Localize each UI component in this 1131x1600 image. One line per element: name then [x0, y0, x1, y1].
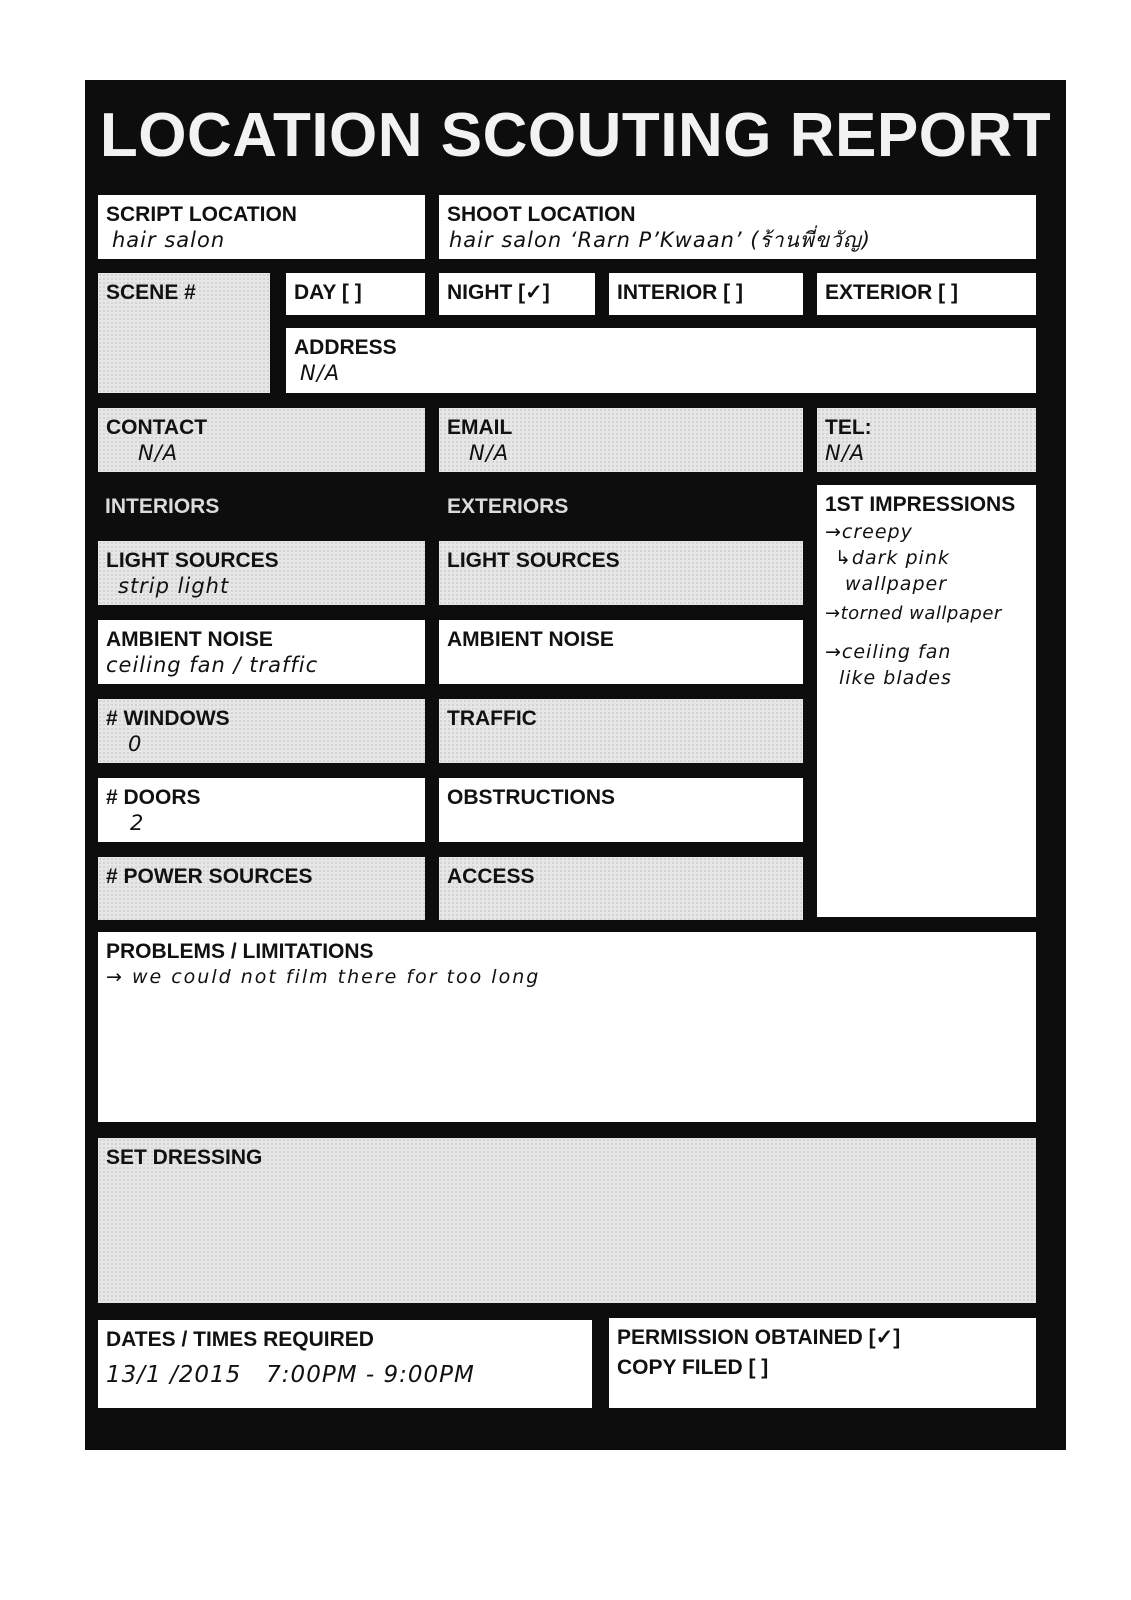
- address-label: ADDRESS: [294, 336, 397, 359]
- set-dressing-box: [98, 1138, 1036, 1303]
- script-location-value: hair salon: [112, 228, 226, 252]
- scene-number-box: [98, 273, 270, 393]
- dates-label: DATES / TIMES REQUIRED: [106, 1328, 374, 1351]
- interior-ambient-noise-box: [98, 620, 425, 684]
- email-label: EMAIL: [447, 416, 513, 439]
- first-impressions-label: 1ST IMPRESSIONS: [825, 493, 1016, 516]
- access-label: ACCESS: [447, 865, 535, 888]
- exterior-ambient-noise-label: AMBIENT NOISE: [447, 628, 614, 651]
- problems-value: → we could not film there for too long: [106, 966, 541, 988]
- windows-box: [98, 699, 425, 763]
- exterior-light-sources-box: [439, 541, 803, 605]
- impression-line: ↳dark pink: [835, 547, 950, 569]
- interior-light-sources-value: strip light: [118, 574, 230, 598]
- shoot-location-value: hair salon ‘Rarn P’Kwaan’ (ร้านพี่ขวัญ): [449, 228, 871, 252]
- day-checkbox-label: DAY [ ]: [294, 281, 362, 304]
- script-location-box: [98, 195, 425, 259]
- exterior-checkbox-label: EXTERIOR [ ]: [825, 281, 959, 304]
- tel-box: [817, 408, 1036, 472]
- address-box: [286, 328, 1036, 393]
- interior-box: [609, 273, 803, 315]
- exteriors-header: EXTERIORS: [447, 495, 569, 518]
- windows-value: 0: [128, 732, 143, 756]
- obstructions-box: [439, 778, 803, 842]
- doors-value: 2: [130, 811, 145, 835]
- first-impressions-notes: [825, 519, 1028, 691]
- contact-box: [98, 408, 425, 472]
- doors-box: [98, 778, 425, 842]
- power-sources-label: # POWER SOURCES: [106, 865, 313, 888]
- shoot-location-box: [439, 195, 1036, 259]
- permission-box: [609, 1318, 1036, 1408]
- interior-ambient-noise-value: ceiling fan / traffic: [106, 653, 319, 677]
- impression-line: →creepy: [825, 521, 913, 543]
- set-dressing-label: SET DRESSING: [106, 1146, 263, 1169]
- interior-checkbox-label: INTERIOR [ ]: [617, 281, 743, 304]
- contact-label: CONTACT: [106, 416, 208, 439]
- problems-box: [98, 932, 1036, 1122]
- exterior-box: [817, 273, 1036, 315]
- dates-value: 13/1 /2015 7:00PM - 9:00PM: [106, 1362, 475, 1388]
- address-value: N/A: [300, 361, 341, 385]
- copy-filed-label: COPY FILED [ ]: [617, 1356, 769, 1379]
- impression-line: →torned wallpaper: [825, 603, 1002, 624]
- impression-line: →ceiling fan: [825, 641, 952, 663]
- interior-ambient-noise-label: AMBIENT NOISE: [106, 628, 273, 651]
- interior-light-sources-label: LIGHT SOURCES: [106, 549, 279, 572]
- exterior-ambient-noise-box: [439, 620, 803, 684]
- tel-value: N/A: [825, 441, 866, 465]
- email-value: N/A: [469, 441, 510, 465]
- traffic-label: TRAFFIC: [447, 707, 537, 730]
- traffic-box: [439, 699, 803, 763]
- interior-light-sources-box: [98, 541, 425, 605]
- first-impressions-box: [817, 485, 1036, 917]
- report-title: LOCATION SCOUTING REPORT: [99, 100, 1052, 170]
- shoot-location-label: SHOOT LOCATION: [447, 203, 636, 226]
- problems-label: PROBLEMS / LIMITATIONS: [106, 940, 374, 963]
- report-sheet: [85, 80, 1066, 1450]
- scene-number-label: SCENE #: [106, 281, 196, 304]
- interiors-header: INTERIORS: [105, 495, 220, 518]
- doors-label: # DOORS: [106, 786, 201, 809]
- impression-line: wallpaper: [845, 573, 948, 595]
- email-box: [439, 408, 803, 472]
- day-box: [286, 273, 425, 315]
- impression-line: like blades: [839, 667, 952, 689]
- power-sources-box: [98, 857, 425, 920]
- permission-label: PERMISSION OBTAINED [✓]: [617, 1326, 901, 1349]
- night-box: [439, 273, 595, 315]
- obstructions-label: OBSTRUCTIONS: [447, 786, 615, 809]
- exterior-light-sources-label: LIGHT SOURCES: [447, 549, 620, 572]
- night-checkbox-label: NIGHT [✓]: [447, 281, 550, 304]
- tel-label: TEL:: [825, 416, 872, 439]
- contact-value: N/A: [138, 441, 179, 465]
- access-box: [439, 857, 803, 920]
- windows-label: # WINDOWS: [106, 707, 230, 730]
- dates-box: [98, 1320, 592, 1408]
- script-location-label: SCRIPT LOCATION: [106, 203, 297, 226]
